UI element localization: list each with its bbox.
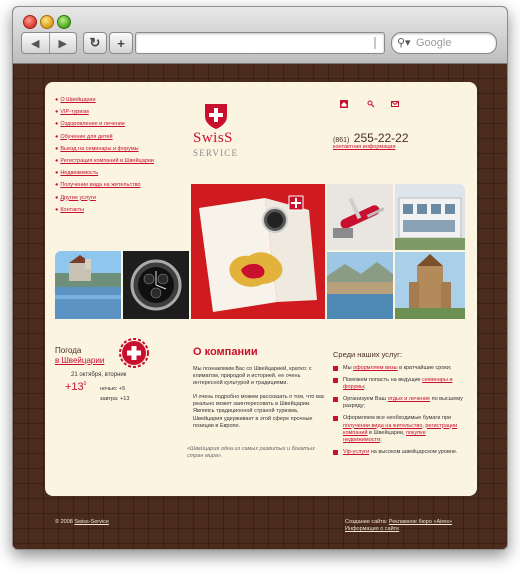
nav-item[interactable]: ● Получение вида на жительство [55, 182, 141, 189]
site-info-link[interactable]: Информация о сайте [345, 526, 400, 532]
service-link[interactable]: Vip-услуги [343, 448, 370, 455]
page-background [13, 64, 507, 549]
address-bar-end [374, 37, 380, 49]
history-buttons [21, 32, 77, 54]
service-text: ; [380, 436, 382, 443]
nav-item[interactable]: ● VIP-туризм [55, 109, 89, 116]
back-arrow-icon[interactable]: ◀ [22, 33, 50, 53]
service-link[interactable]: регистрации компаний [343, 422, 458, 436]
nav-item-label[interactable]: Выезд на семинары и форумы [60, 145, 139, 152]
weather-title [55, 346, 104, 366]
service-item [333, 396, 463, 410]
weather-night: ночью: +5 [100, 386, 126, 392]
weather-location-link[interactable]: в Швейцарии [55, 356, 105, 365]
nav-item[interactable]: ● О Швейцарии [55, 97, 96, 103]
service-link[interactable]: покупке недвижимости [343, 429, 426, 443]
service-text: Мы [343, 365, 354, 371]
content-sheet [45, 82, 477, 496]
service-text: Организуем Ваш [343, 396, 388, 403]
services-list [333, 365, 463, 461]
plus-icon: + [117, 35, 125, 51]
footer-copyright [55, 519, 109, 525]
service-link[interactable]: оформляем визы [353, 365, 398, 371]
swiss-map-brochure-photo [191, 184, 325, 319]
building-photo [395, 184, 465, 250]
swiss-shield-icon [203, 102, 229, 130]
nav-item-label[interactable]: Контакты [60, 206, 85, 213]
nav-item-label[interactable]: Регистрация компаний в Швейцарии [60, 158, 154, 165]
minimize-window-button[interactable] [40, 15, 54, 29]
main-nav [55, 94, 154, 216]
credit-text: Создание сайта: [345, 519, 389, 525]
services-heading: Среди наших услуг: [333, 350, 402, 359]
phone-code: (861) [333, 137, 350, 144]
nav-item[interactable]: ● Недвижимость [55, 170, 99, 177]
weather-degree-sign: 0 [83, 381, 87, 387]
credit-link[interactable]: Рекламное бюро «Aires» [388, 519, 453, 525]
service-text: в Швейцарии, [367, 429, 407, 436]
browser-window [12, 6, 508, 550]
nav-item-label[interactable]: Недвижимость [60, 170, 99, 177]
nav-item[interactable]: ● Обучение для детей [55, 133, 113, 140]
nav-item-label[interactable]: Обучение для детей [60, 133, 113, 140]
weather-tomorrow: завтра: +13 [100, 396, 130, 402]
service-text: на высоком швейцарском уровне. [369, 448, 458, 455]
search-field[interactable] [391, 32, 497, 54]
weather-temp-value: +13 [65, 381, 84, 393]
castle-lake-photo [55, 251, 121, 319]
search-icon: ⚲▾ [397, 37, 411, 49]
nav-item-label[interactable]: О Швейцарии [60, 97, 96, 103]
service-text: ; [364, 384, 366, 391]
nav-item-label[interactable]: Оздоровление и лечение [60, 121, 125, 128]
weather-heading: Погода [55, 346, 82, 355]
browser-toolbar [13, 7, 507, 64]
service-text: по высшему разряду; [343, 396, 463, 410]
service-item [333, 415, 463, 443]
swiss-knife-photo [327, 184, 393, 250]
service-text: Оформляем все необходимые бумаги при [343, 415, 452, 422]
footer-credits [345, 519, 452, 533]
nav-item-label[interactable]: Другие услуги [60, 194, 96, 201]
logo-service[interactable]: SERVICE [193, 148, 239, 158]
search-icon[interactable] [367, 100, 375, 108]
nav-item[interactable]: ● Оздоровление и лечение [55, 121, 125, 128]
nav-item-label[interactable]: VIP-туризм [60, 109, 89, 116]
service-link[interactable]: отдых и лечение [387, 396, 431, 403]
service-text: Поможем попасть на ведущие [343, 377, 423, 384]
weather-temp [65, 381, 86, 393]
about-quote: «Швейцария одна из самых развитых и богатых стран мира». [187, 446, 315, 460]
nav-item[interactable]: ● Регистрация компаний в Швейцарии [55, 158, 154, 165]
logo-swiss[interactable]: SwisS [193, 130, 234, 146]
zoom-window-button[interactable] [57, 15, 71, 29]
add-button[interactable] [109, 32, 133, 54]
service-item [333, 449, 463, 456]
nav-item-label[interactable]: Получение вида на жительство [60, 182, 141, 189]
swiss-flag-badge-icon [117, 338, 151, 368]
search-placeholder: Google [416, 37, 452, 49]
service-item [333, 365, 463, 372]
reload-icon: ↻ [89, 35, 101, 50]
about-paragraph-2: И очень подробно можем рассказать о том, что вас реально может заинтересовать в Швейцарии. Являясь традиционной страной туризма, Швейцария удерживает в этой сфере прочные позиции в Европе. [193, 394, 325, 429]
weather-date: 21 октября, вторник [71, 372, 127, 378]
about-paragraph-1: Мы познакомим Вас со Швейцарией, кратко: с климатом, природой и историей, ее очень интересной культурой и традициями. [193, 366, 312, 387]
service-text: , [422, 422, 426, 429]
home-icon[interactable] [340, 100, 348, 108]
copyright-link[interactable]: Swiss-Service [74, 519, 109, 525]
watch-photo [123, 251, 189, 319]
cathedral-photo [395, 252, 465, 319]
service-item [333, 377, 463, 391]
mail-icon[interactable] [391, 100, 399, 108]
contact-info-link[interactable]: контактная информация [333, 144, 396, 150]
address-bar[interactable] [135, 32, 385, 54]
nav-item[interactable]: ● Контакты [55, 206, 85, 213]
nav-item[interactable]: ● Выезд на семинары и форумы [55, 145, 139, 152]
service-link[interactable]: получении вида на жительство [343, 422, 423, 429]
close-window-button[interactable] [23, 15, 37, 29]
copyright-text: © 2008 [55, 519, 75, 525]
phone-digits: 255-22-22 [353, 131, 409, 145]
lake-town-photo [327, 252, 393, 319]
reload-button[interactable] [83, 32, 107, 54]
service-link[interactable]: семинары и форумы [343, 377, 453, 391]
about-heading: О компании [193, 346, 258, 358]
nav-item[interactable]: ● Другие услуги [55, 194, 96, 201]
service-text: в кратчайшие сроки; [397, 365, 452, 371]
forward-arrow-icon[interactable]: ▶ [58, 37, 67, 50]
